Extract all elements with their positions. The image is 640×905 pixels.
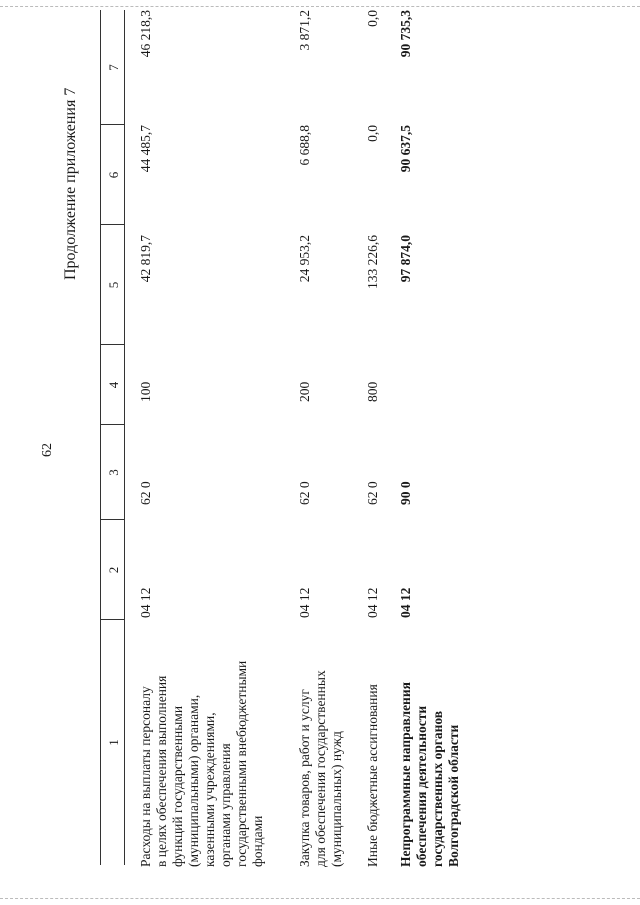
row-3-col6: 0,0 — [365, 125, 380, 142]
row-1-name-line: функций государственными — [170, 705, 185, 867]
row-4-col7: 90 735,3 — [398, 10, 413, 58]
row-2-expense-type: 200 — [297, 381, 312, 402]
row-2-target: 62 0 — [297, 481, 312, 505]
header-col-2: 2 — [106, 566, 121, 574]
row-3-target: 62 0 — [365, 481, 380, 505]
row-1-name-line: казенными учреждениями, — [202, 712, 217, 867]
scan-edge-top — [0, 6, 640, 7]
row-4-col6: 90 637,5 — [398, 125, 413, 173]
row-1-expense-type: 100 — [138, 381, 153, 402]
row-1-col7: 46 218,3 — [138, 10, 153, 58]
table-top-border — [100, 10, 101, 865]
row-2-name-line: для обеспечения государственных — [313, 670, 328, 867]
appendix-note: Продолжение приложения 7 — [62, 87, 79, 280]
row-1-col5: 42 819,7 — [138, 235, 153, 283]
header-col-3: 3 — [106, 469, 121, 476]
row-4-name-line: государственных органов — [430, 710, 445, 867]
header-col-7: 7 — [106, 64, 121, 71]
row-1-name-line: органами управления — [218, 743, 233, 867]
row-1-target: 62 0 — [138, 481, 153, 505]
row-1-section: 04 12 — [138, 587, 153, 618]
row-1-name — [138, 547, 266, 867]
row-3-section: 04 12 — [365, 587, 380, 618]
row-4-col5: 97 874,0 — [398, 235, 413, 283]
row-2-name-line: Закупка товаров, работ и услуг — [297, 689, 312, 867]
header-col-1: 1 — [106, 739, 121, 746]
row-4-section: 04 12 — [398, 587, 413, 618]
scan-edge-bottom — [0, 898, 640, 899]
row-3-col5: 133 226,6 — [365, 235, 380, 289]
row-1-col6: 44 485,7 — [138, 125, 153, 173]
row-1-name-line: фондами — [250, 815, 265, 867]
row-1-name-line: (муниципальными) органами, — [186, 694, 201, 867]
row-3-name-line: Иные бюджетные ассигнования — [365, 684, 380, 867]
row-1-name-line: Расходы на выплаты персоналу — [138, 686, 153, 867]
row-4-target: 90 0 — [398, 481, 413, 505]
row-2-col7: 3 871,2 — [297, 10, 312, 51]
header-bottom-border — [124, 10, 125, 865]
row-2-col5: 24 953,2 — [297, 235, 312, 283]
row-4-name-line: Непрограммные направления — [398, 682, 413, 867]
row-2-section: 04 12 — [297, 587, 312, 618]
row-2-col6: 6 688,8 — [297, 125, 312, 166]
row-3-col7: 0,0 — [365, 10, 380, 27]
page-number: 62 — [40, 443, 55, 457]
row-1-name-line: в целях обеспечения выполнения — [154, 675, 169, 867]
header-col-5: 5 — [106, 281, 121, 289]
row-3-expense-type: 800 — [365, 381, 380, 402]
header-col-4: 4 — [106, 381, 121, 389]
row-2-name-line: (муниципальных) нужд — [329, 731, 344, 867]
row-4-name-line: Волгоградской области — [446, 724, 461, 867]
header-col-6: 6 — [106, 171, 121, 179]
row-4-name-line: обеспечения деятельности — [414, 705, 429, 867]
row-1-name-line: государственными внебюджетными — [234, 660, 249, 867]
